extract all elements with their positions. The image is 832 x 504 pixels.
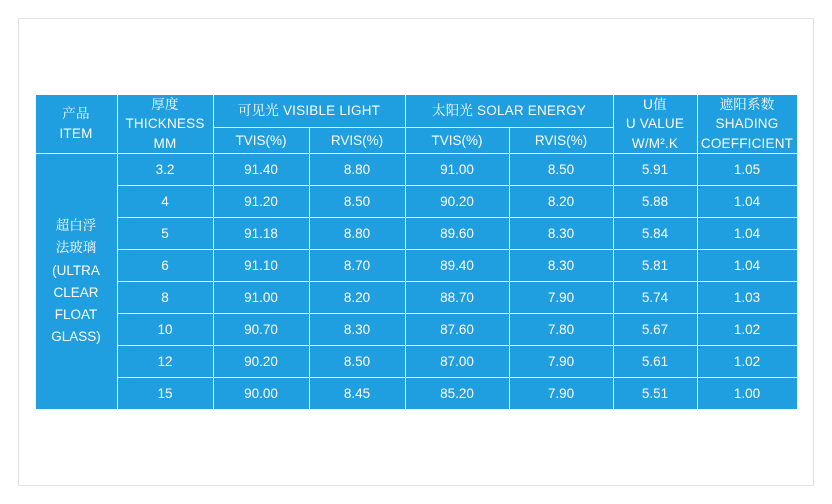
cell-shading: 1.04 bbox=[697, 250, 797, 282]
cell-shading: 1.02 bbox=[697, 314, 797, 346]
cell-visible-rvis: 8.80 bbox=[309, 218, 405, 250]
table-body bbox=[35, 154, 797, 410]
cell-shading: 1.05 bbox=[697, 154, 797, 186]
header-shading-line3: COEFFICIENT bbox=[700, 135, 794, 151]
cell-solar-tvis: 89.40 bbox=[405, 250, 509, 282]
subheader-solar-rvis: RVIS(%) bbox=[509, 128, 613, 154]
cell-solar-rvis: 8.30 bbox=[509, 218, 613, 250]
cell-visible-rvis: 8.30 bbox=[309, 314, 405, 346]
header-item bbox=[35, 94, 117, 154]
header-row-groups bbox=[35, 94, 797, 128]
cell-visible-tvis: 90.00 bbox=[213, 378, 309, 410]
cell-solar-rvis: 7.90 bbox=[509, 282, 613, 314]
product-line-6: GLASS) bbox=[51, 329, 101, 345]
cell-visible-rvis: 8.50 bbox=[309, 346, 405, 378]
cell-shading: 1.04 bbox=[697, 218, 797, 250]
cell-thickness: 12 bbox=[117, 346, 213, 378]
cell-u-value: 5.51 bbox=[613, 378, 697, 410]
header-u-value-line3: W/M².K bbox=[631, 135, 679, 151]
cell-u-value: 5.84 bbox=[613, 218, 697, 250]
cell-solar-rvis: 7.90 bbox=[509, 346, 613, 378]
subheader-visible-rvis: RVIS(%) bbox=[309, 128, 405, 154]
cell-visible-rvis: 8.80 bbox=[309, 154, 405, 186]
cell-u-value: 5.61 bbox=[613, 346, 697, 378]
header-shading-line1: 遮阳系数 bbox=[719, 96, 775, 112]
cell-u-value: 5.67 bbox=[613, 314, 697, 346]
cell-shading: 1.03 bbox=[697, 282, 797, 314]
cell-solar-rvis: 7.90 bbox=[509, 378, 613, 410]
subheader-solar-tvis: TVIS(%) bbox=[405, 128, 509, 154]
cell-shading: 1.02 bbox=[697, 346, 797, 378]
cell-thickness: 6 bbox=[117, 250, 213, 282]
product-line-3: (ULTRA bbox=[52, 262, 100, 278]
cell-visible-tvis: 90.20 bbox=[213, 346, 309, 378]
header-u-value-line1: U值 bbox=[643, 96, 667, 112]
header-thickness-line1: 厚度 bbox=[151, 96, 179, 112]
cell-visible-rvis: 8.45 bbox=[309, 378, 405, 410]
table-row bbox=[35, 282, 797, 314]
header-thickness bbox=[117, 94, 213, 154]
cell-shading: 1.04 bbox=[697, 186, 797, 218]
cell-solar-rvis: 7.80 bbox=[509, 314, 613, 346]
cell-shading: 1.00 bbox=[697, 378, 797, 410]
cell-solar-tvis: 91.00 bbox=[405, 154, 509, 186]
cell-thickness: 10 bbox=[117, 314, 213, 346]
cell-u-value: 5.88 bbox=[613, 186, 697, 218]
cell-u-value: 5.74 bbox=[613, 282, 697, 314]
cell-visible-tvis: 91.00 bbox=[213, 282, 309, 314]
cell-solar-rvis: 8.50 bbox=[509, 154, 613, 186]
cell-thickness: 3.2 bbox=[117, 154, 213, 186]
cell-visible-tvis: 91.20 bbox=[213, 186, 309, 218]
cell-visible-rvis: 8.70 bbox=[309, 250, 405, 282]
table-row bbox=[35, 154, 797, 186]
cell-thickness: 15 bbox=[117, 378, 213, 410]
product-line-5: FLOAT bbox=[54, 307, 98, 323]
table-canvas bbox=[18, 18, 814, 486]
cell-visible-tvis: 91.10 bbox=[213, 250, 309, 282]
cell-u-value: 5.91 bbox=[613, 154, 697, 186]
table-row bbox=[35, 378, 797, 410]
subheader-visible-tvis: TVIS(%) bbox=[213, 128, 309, 154]
product-name-cell bbox=[35, 154, 117, 410]
cell-solar-rvis: 8.30 bbox=[509, 250, 613, 282]
cell-solar-tvis: 90.20 bbox=[405, 186, 509, 218]
cell-visible-tvis: 91.40 bbox=[213, 154, 309, 186]
header-u-value bbox=[613, 94, 697, 154]
cell-visible-rvis: 8.50 bbox=[309, 186, 405, 218]
cell-thickness: 8 bbox=[117, 282, 213, 314]
table-row bbox=[35, 314, 797, 346]
header-thickness-line3: MM bbox=[153, 135, 177, 151]
cell-visible-tvis: 90.70 bbox=[213, 314, 309, 346]
header-visible-light: 可见光 VISIBLE LIGHT bbox=[213, 94, 405, 128]
header-solar-energy: 太阳光 SOLAR ENERGY bbox=[405, 94, 613, 128]
header-shading-coefficient bbox=[697, 94, 797, 154]
cell-solar-rvis: 8.20 bbox=[509, 186, 613, 218]
header-thickness-line2: THICKNESS bbox=[125, 116, 205, 132]
cell-solar-tvis: 88.70 bbox=[405, 282, 509, 314]
header-shading-line2: SHADING bbox=[715, 116, 779, 132]
header-item-line1: 产品 bbox=[62, 106, 90, 122]
product-line-4: CLEAR bbox=[53, 284, 99, 300]
cell-solar-tvis: 87.00 bbox=[405, 346, 509, 378]
cell-solar-tvis: 87.60 bbox=[405, 314, 509, 346]
table-row bbox=[35, 186, 797, 218]
cell-thickness: 4 bbox=[117, 186, 213, 218]
cell-u-value: 5.81 bbox=[613, 250, 697, 282]
header-item-line2: ITEM bbox=[59, 126, 93, 141]
glass-specification-table bbox=[35, 94, 798, 411]
table-row bbox=[35, 218, 797, 250]
product-line-1: 超白浮 bbox=[55, 218, 97, 234]
table-header bbox=[35, 94, 797, 154]
table-row bbox=[35, 346, 797, 378]
cell-thickness: 5 bbox=[117, 218, 213, 250]
cell-solar-tvis: 85.20 bbox=[405, 378, 509, 410]
header-u-value-line2: U VALUE bbox=[625, 116, 685, 132]
product-line-2: 法玻璃 bbox=[55, 240, 97, 256]
cell-visible-rvis: 8.20 bbox=[309, 282, 405, 314]
cell-visible-tvis: 91.18 bbox=[213, 218, 309, 250]
table-row bbox=[35, 250, 797, 282]
cell-solar-tvis: 89.60 bbox=[405, 218, 509, 250]
